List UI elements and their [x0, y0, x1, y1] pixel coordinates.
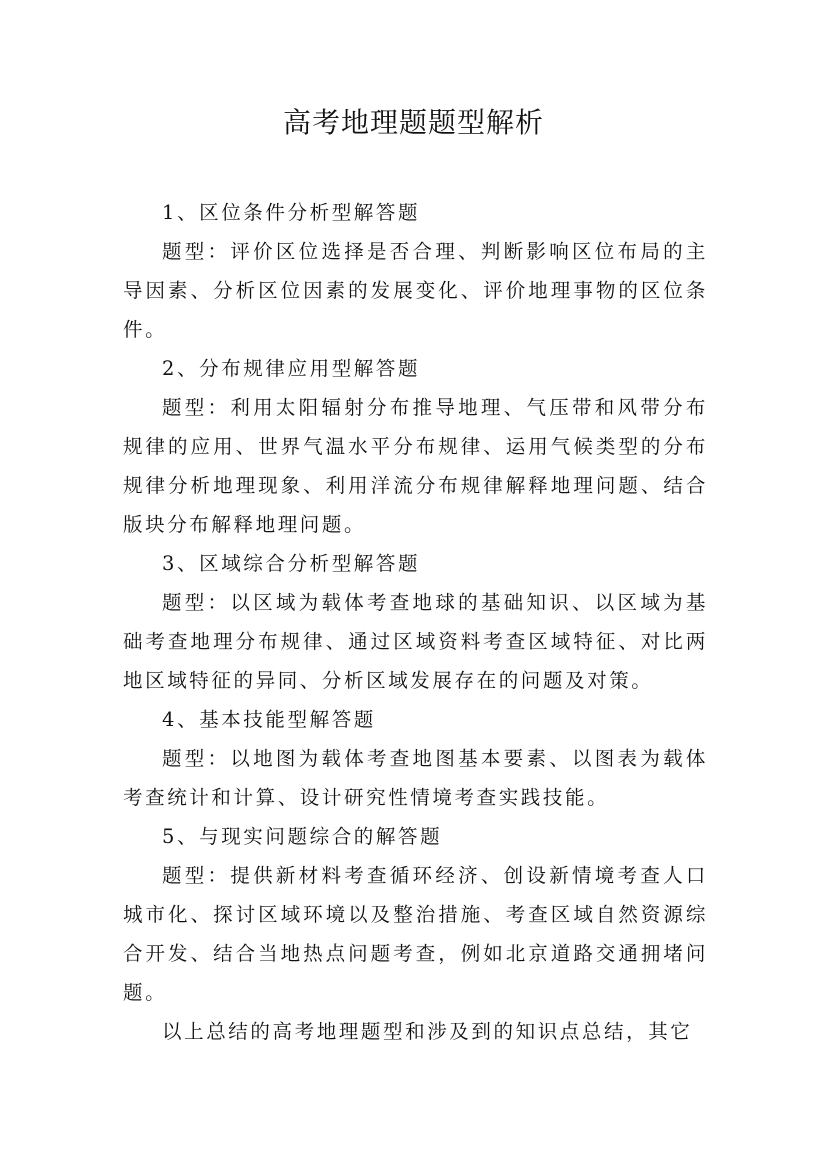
section-heading-2: 2、分布规律应用型解答题 [162, 357, 421, 380]
section-heading-4: 4、基本技能型解答题 [162, 708, 376, 731]
section-heading-1: 1、区位条件分析型解答题 [162, 201, 421, 224]
document-body [123, 193, 708, 1051]
section-text-4: 题型：以地图为载体考查地图基本要素、以图表为载体考查统计和计算、设计研究性情境考查实践技能。 [123, 747, 708, 809]
document-title: 高考地理题题型解析 [282, 106, 544, 139]
section-heading-3: 3、区域综合分析型解答题 [162, 552, 421, 575]
summary-paragraph: 以上总结的高考地理题型和涉及到的知识点总结，其它 [162, 1020, 693, 1043]
section-heading-5: 5、与现实问题综合的解答题 [162, 825, 443, 848]
section-text-1: 题型：评价区位选择是否合理、判断影响区位布局的主导因素、分析区位因素的发展变化、评价地理事物的区位条件。 [123, 240, 708, 341]
section-text-3: 题型：以区域为载体考查地球的基础知识、以区域为基础考查地理分布规律、通过区域资料考查区域特征、对比两地区域特征的异同、分析区域发展存在的问题及对策。 [123, 591, 708, 692]
section-text-5: 题型：提供新材料考查循环经济、创设新情境考查人口城市化、探讨区域环境以及整治措施、考查区域自然资源综合开发、结合当地热点问题考查，例如北京道路交通拥堵问题。 [123, 864, 708, 1004]
section-text-2: 题型：利用太阳辐射分布推导地理、气压带和风带分布规律的应用、世界气温水平分布规律、运用气候类型的分布规律分析地理现象、利用洋流分布规律解释地理问题、结合版块分布解释地理问题。 [123, 396, 708, 536]
